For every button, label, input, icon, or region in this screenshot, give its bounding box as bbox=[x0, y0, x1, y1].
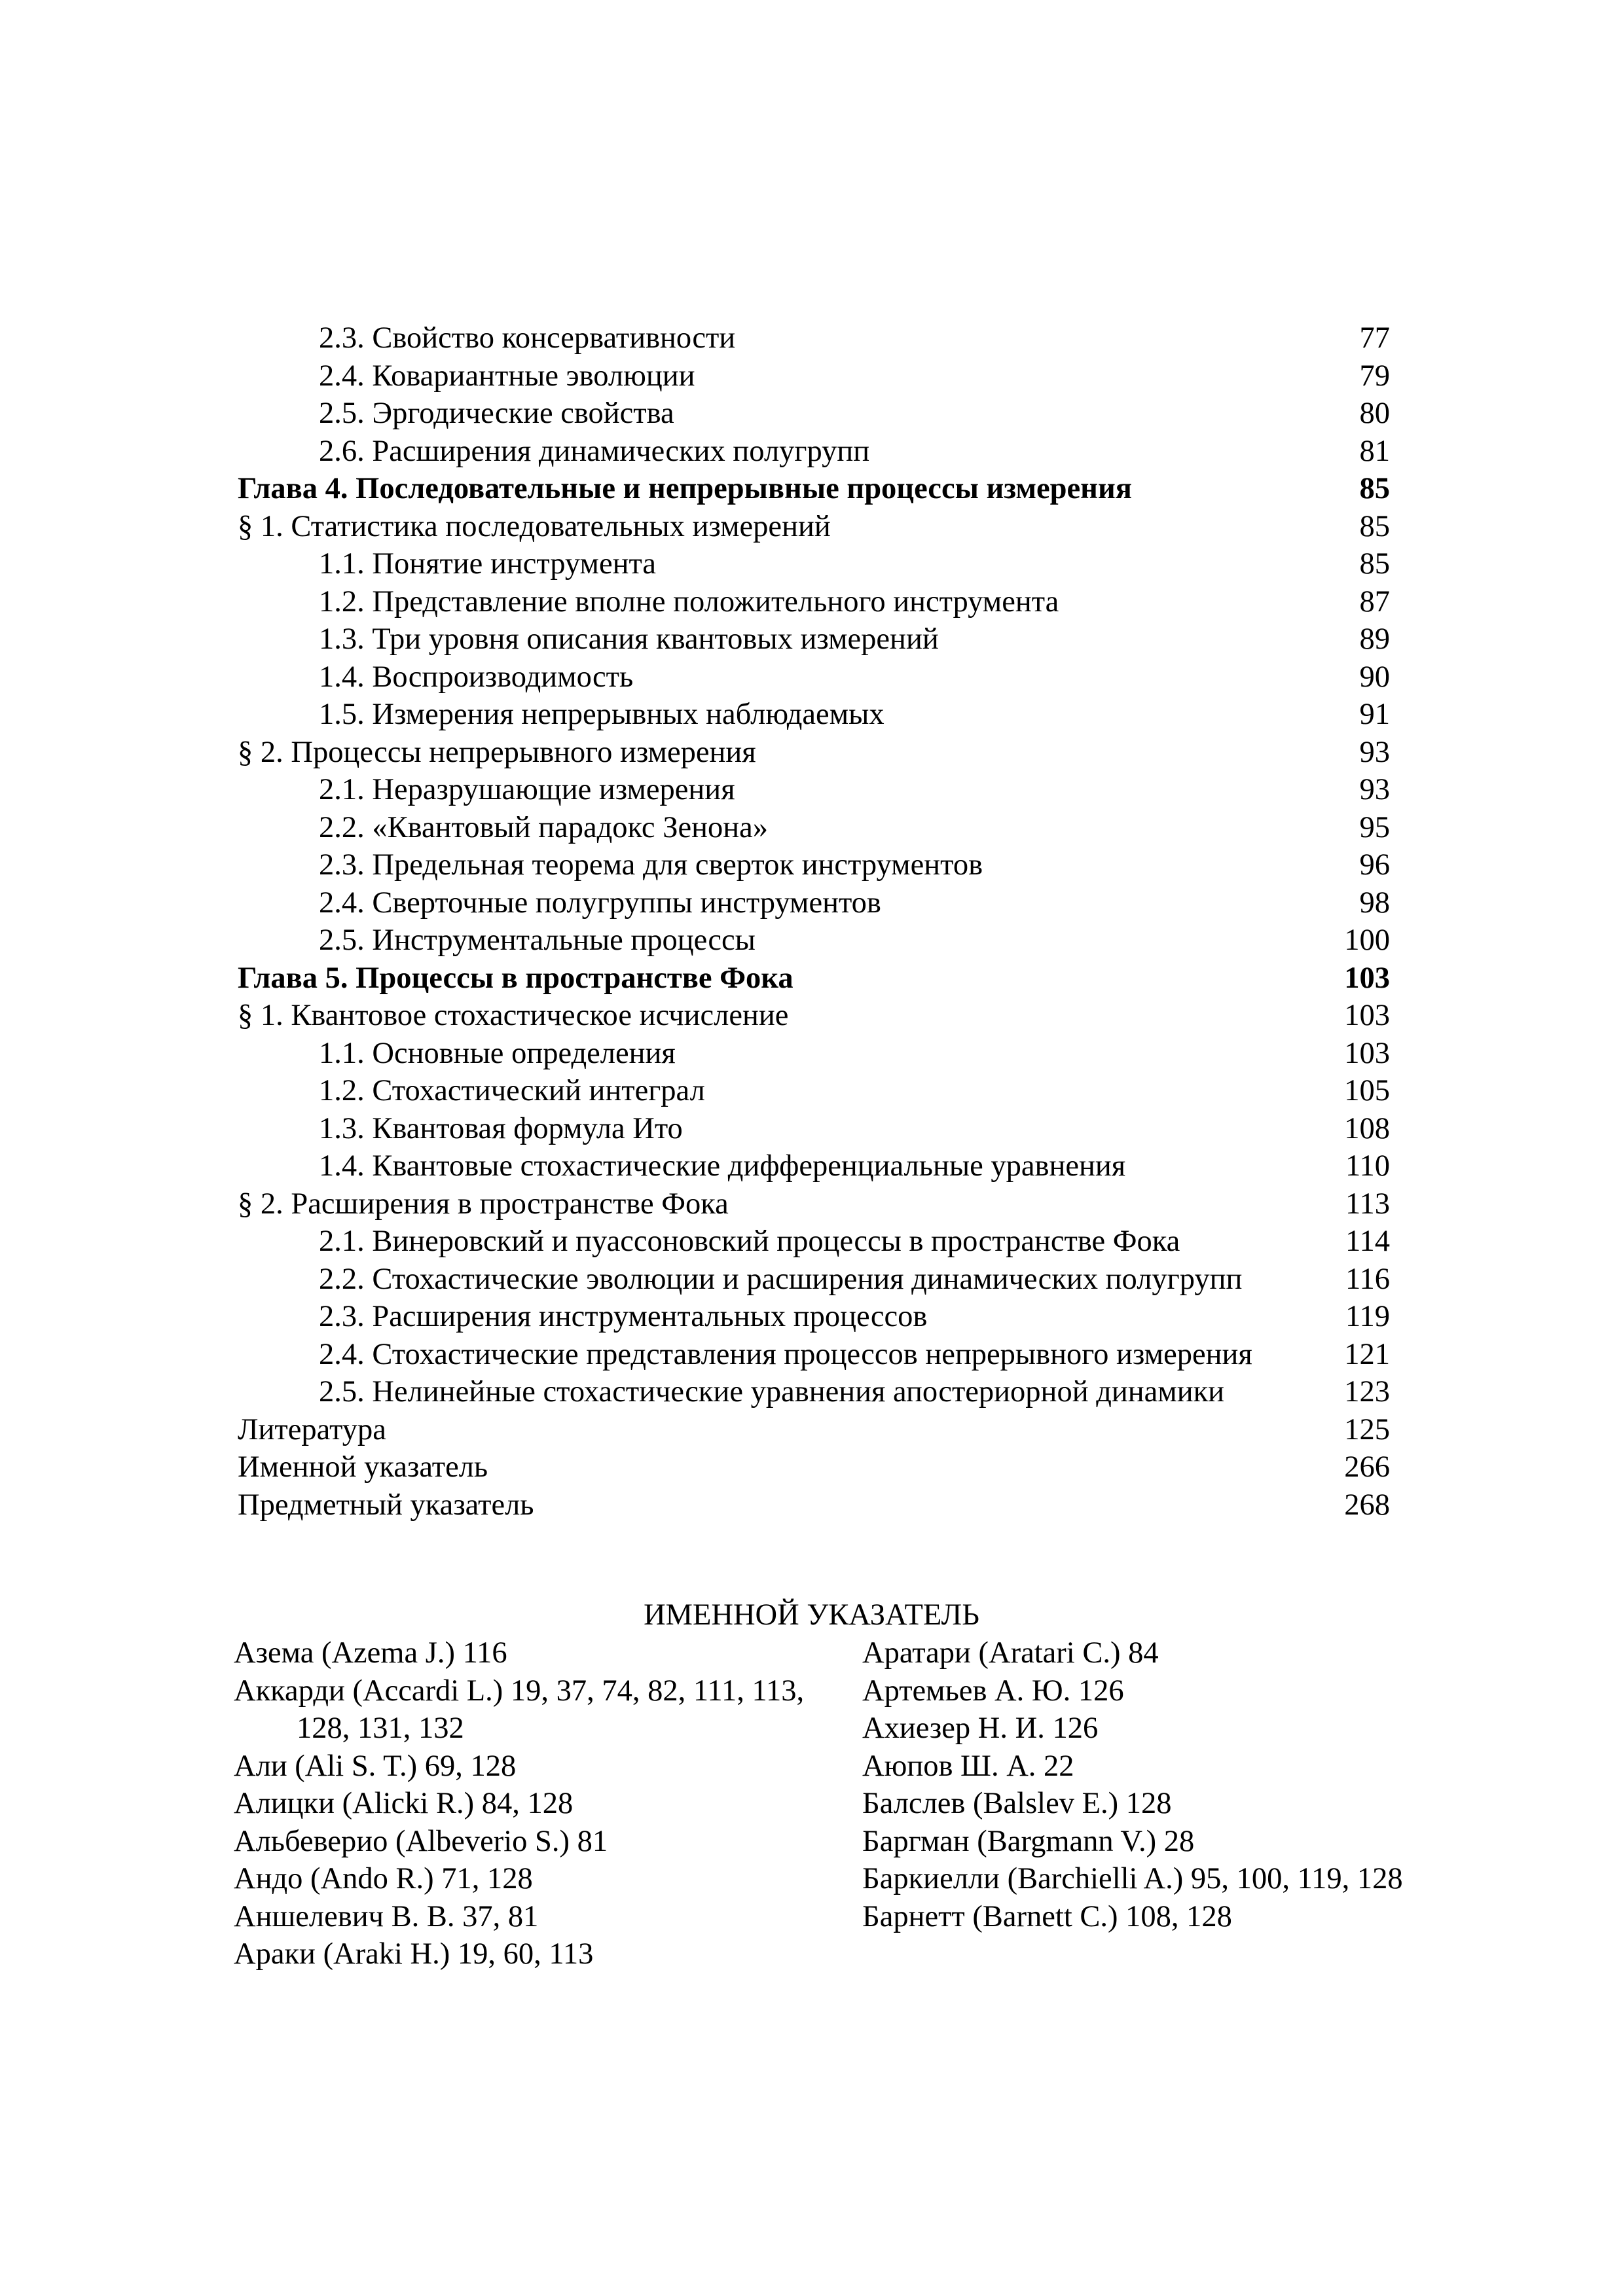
toc-entry-title: 2.5. Нелинейные стохастические уравнения апостериорной динамики bbox=[319, 1375, 1225, 1408]
index-entry: Алицки (Alicki R.) 84, 128 bbox=[234, 1787, 574, 1820]
toc-entry-title: 2.4. Сверточные полугруппы инструментов bbox=[319, 886, 881, 920]
toc-entry-title: 2.1. Неразрушающие измерения bbox=[319, 773, 735, 806]
toc-entry bbox=[238, 1110, 1390, 1148]
toc-entry bbox=[238, 922, 1390, 960]
toc-entry-title: 1.4. Квантовые стохастические дифференциальные уравнения bbox=[319, 1149, 1126, 1183]
toc-entry-page: 79 bbox=[1359, 359, 1390, 393]
toc-entry-page: 268 bbox=[1344, 1488, 1390, 1522]
toc-entry bbox=[238, 508, 1390, 546]
toc-entry-page: 85 bbox=[1359, 509, 1390, 543]
toc-entry-page: 93 bbox=[1359, 735, 1390, 769]
toc-entry bbox=[238, 319, 1390, 357]
toc-entry-title: 2.3. Расширения инструментальных процессов bbox=[319, 1300, 928, 1333]
index-entry: Артемьев А. Ю. 126 bbox=[862, 1674, 1124, 1708]
toc-entry-page: 89 bbox=[1359, 622, 1390, 656]
index-entry: Баркиелли (Barchielli A.) 95, 100, 119, 128 bbox=[862, 1862, 1403, 1895]
toc-entry bbox=[238, 1411, 1390, 1449]
index-entry: Аккарди (Accardi L.) 19, 37, 74, 82, 111, 113, 128, 131, 132 bbox=[234, 1674, 805, 1745]
toc-entry-page: 116 bbox=[1345, 1262, 1390, 1296]
toc-entry-title: 2.3. Предельная теорема для сверток инструментов bbox=[319, 848, 983, 882]
index-entry: Балслев (Balslev E.) 128 bbox=[862, 1787, 1172, 1820]
toc-entry-page: 100 bbox=[1344, 924, 1390, 957]
toc-entry bbox=[238, 771, 1390, 809]
toc-entry-title: 1.4. Воспроизводимость bbox=[319, 660, 634, 694]
toc-entry bbox=[238, 583, 1390, 621]
index-entry: Альбеверио (Albeverio S.) 81 bbox=[234, 1824, 608, 1858]
toc-entry bbox=[238, 433, 1390, 471]
toc-entry bbox=[238, 357, 1390, 395]
toc-entry-page: 85 bbox=[1359, 472, 1390, 505]
toc-entry bbox=[238, 1223, 1390, 1261]
toc-entry-page: 80 bbox=[1359, 397, 1390, 430]
toc-entry bbox=[238, 1336, 1390, 1374]
toc-entry bbox=[238, 470, 1390, 508]
toc-entry bbox=[238, 997, 1390, 1035]
toc-entry-page: 103 bbox=[1344, 961, 1390, 995]
index-entry: Баргман (Bargmann V.) 28 bbox=[862, 1824, 1195, 1858]
toc-entry bbox=[238, 884, 1390, 922]
toc-entry bbox=[238, 960, 1390, 997]
toc-entry-title: 2.3. Свойство консервативности bbox=[319, 321, 736, 355]
toc-entry-page: 81 bbox=[1359, 434, 1390, 468]
toc-entry-title: Литература bbox=[238, 1412, 386, 1446]
toc-entry-page: 110 bbox=[1345, 1149, 1390, 1183]
toc-entry-page: 77 bbox=[1359, 321, 1390, 355]
toc-entry-title: 2.5. Инструментальные процессы bbox=[319, 924, 756, 957]
toc-entry-title: Именной указатель bbox=[238, 1450, 488, 1484]
toc-entry-page: 91 bbox=[1359, 698, 1390, 731]
toc-entry-page: 114 bbox=[1345, 1225, 1390, 1258]
toc-entry-title: 2.2. Стохастические эволюции и расширения динамических полугрупп bbox=[319, 1262, 1243, 1296]
toc-entry-title: § 2. Расширения в пространстве Фока bbox=[238, 1187, 729, 1221]
toc-entry bbox=[238, 1486, 1390, 1524]
name-index-right-column bbox=[862, 1634, 1465, 1935]
toc-entry-title: 1.2. Стохастический интеграл bbox=[319, 1074, 705, 1107]
toc-entry-page: 125 bbox=[1344, 1412, 1390, 1446]
toc-entry-title: § 1. Статистика последовательных измерений bbox=[238, 509, 831, 543]
toc-entry-page: 95 bbox=[1359, 810, 1390, 844]
toc-entry-page: 113 bbox=[1345, 1187, 1390, 1221]
index-entry: Аратари (Aratari C.) 84 bbox=[862, 1636, 1159, 1670]
toc-entry-page: 123 bbox=[1344, 1375, 1390, 1408]
toc-entry bbox=[238, 1072, 1390, 1110]
name-index-left-column bbox=[234, 1634, 823, 1973]
toc-entry bbox=[238, 1035, 1390, 1073]
toc-entry bbox=[238, 1373, 1390, 1411]
toc-entry-page: 119 bbox=[1345, 1300, 1390, 1333]
toc-entry-title: 1.2. Представление вполне положительного инструмента bbox=[319, 584, 1059, 619]
toc-entry bbox=[238, 1298, 1390, 1336]
toc-entry-title: 2.1. Винеровский и пуассоновский процессы в пространстве Фока bbox=[319, 1225, 1180, 1258]
toc-entry-title: 1.3. Квантовая формула Ито bbox=[319, 1111, 683, 1145]
toc-entry bbox=[238, 1261, 1390, 1299]
toc-entry-title: 1.3. Три уровня описания квантовых измерений bbox=[319, 622, 939, 656]
toc-entry-page: 108 bbox=[1344, 1111, 1390, 1145]
toc-entry-title: 2.5. Эргодические свойства bbox=[319, 397, 674, 430]
index-entry: Араки (Araki H.) 19, 60, 113 bbox=[234, 1937, 594, 1971]
toc-entry bbox=[238, 846, 1390, 884]
toc-entry-title: § 1. Квантовое стохастическое исчисление bbox=[238, 999, 789, 1032]
toc-entry bbox=[238, 1147, 1390, 1185]
toc-entry bbox=[238, 395, 1390, 433]
toc-entry-title: § 2. Процессы непрерывного измерения bbox=[238, 735, 756, 769]
toc-entry-title: 1.1. Понятие инструмента bbox=[319, 547, 656, 581]
name-index-title: ИМЕННОЙ УКАЗАТЕЛЬ bbox=[644, 1598, 979, 1632]
toc-entry-page: 87 bbox=[1359, 584, 1390, 619]
index-entry: Барнетт (Barnett C.) 108, 128 bbox=[862, 1899, 1232, 1933]
toc-entry bbox=[238, 809, 1390, 847]
index-entry: Аюпов Ш. А. 22 bbox=[862, 1749, 1074, 1783]
index-entry: Аншелевич В. В. 37, 81 bbox=[234, 1899, 539, 1933]
toc-entry-title: 2.4. Ковариантные эволюции bbox=[319, 359, 695, 393]
toc-entry-title: Предметный указатель bbox=[238, 1488, 534, 1522]
toc-entry bbox=[238, 696, 1390, 734]
toc-entry-title: Глава 5. Процессы в пространстве Фока bbox=[238, 961, 793, 995]
toc-entry-title: 2.6. Расширения динамических полугрупп bbox=[319, 434, 870, 468]
toc-entry-page: 103 bbox=[1344, 999, 1390, 1032]
toc-entry-page: 96 bbox=[1359, 848, 1390, 882]
index-entry: Андо (Ando R.) 71, 128 bbox=[234, 1862, 533, 1895]
toc-entry-title: 2.4. Стохастические представления процессов непрерывного измерения bbox=[319, 1337, 1252, 1371]
toc-entry-page: 103 bbox=[1344, 1036, 1390, 1070]
index-entry: Али (Ali S. T.) 69, 128 bbox=[234, 1749, 517, 1783]
index-entry: Ахиезер Н. И. 126 bbox=[862, 1712, 1099, 1745]
toc-entry-title: 1.5. Измерения непрерывных наблюдаемых bbox=[319, 698, 884, 731]
toc-entry-page: 105 bbox=[1344, 1074, 1390, 1107]
toc-entry-page: 98 bbox=[1359, 886, 1390, 920]
toc-entry bbox=[238, 658, 1390, 696]
toc-entry-page: 266 bbox=[1344, 1450, 1390, 1484]
toc-entry bbox=[238, 620, 1390, 658]
index-entry: Азема (Azema J.) 116 bbox=[234, 1636, 507, 1670]
toc-entry bbox=[238, 1185, 1390, 1223]
toc-entry-page: 90 bbox=[1359, 660, 1390, 694]
toc-entry bbox=[238, 734, 1390, 772]
toc-entry-page: 121 bbox=[1344, 1337, 1390, 1371]
toc-entry-page: 93 bbox=[1359, 773, 1390, 806]
toc-entry bbox=[238, 1448, 1390, 1486]
toc-entry bbox=[238, 545, 1390, 583]
toc-entry-title: 1.1. Основные определения bbox=[319, 1036, 676, 1070]
toc-entry-title: Глава 4. Последовательные и непрерывные процессы измерения bbox=[238, 472, 1132, 505]
table-of-contents bbox=[238, 319, 1390, 1524]
toc-entry-page: 85 bbox=[1359, 547, 1390, 581]
toc-entry-title: 2.2. «Квантовый парадокс Зенона» bbox=[319, 810, 769, 844]
